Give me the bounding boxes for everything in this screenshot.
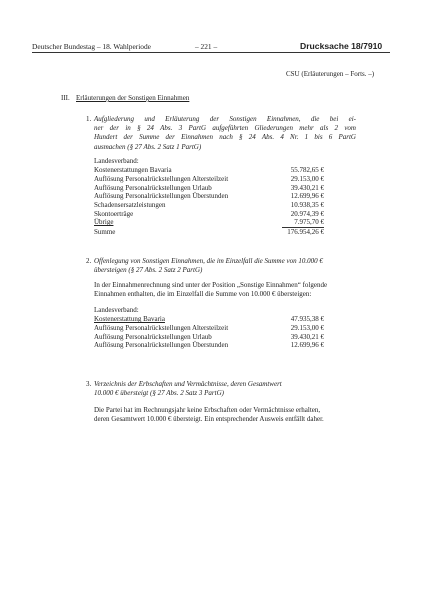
row-value: 12.699,96 €: [290, 341, 324, 350]
item2-table: [94, 315, 324, 350]
table-row: [94, 341, 324, 350]
row-value: 12.699,96 €: [290, 192, 324, 201]
row-label: Auflösung Personalrückstellungen Urlaub: [94, 183, 212, 192]
row-label: Kostenerstattung Bavaria: [94, 315, 165, 324]
item3-body-line: Die Partei hat im Rechnungsjahr keine Erbschaften oder Vermächtnisse erhalten,: [94, 406, 321, 414]
table-row: [94, 184, 324, 193]
drucksache-number: 7910: [363, 41, 383, 51]
row-label: Auflösung Personalrückstellungen Überstunden: [94, 192, 229, 201]
section-number: III.: [61, 94, 70, 102]
table-row: [94, 210, 324, 219]
row-value: 20.974,39 €: [290, 209, 324, 218]
item1-table-block: [94, 157, 324, 237]
item1-heading: [94, 115, 356, 152]
table-row: [94, 315, 324, 324]
item2-table-block: [94, 306, 324, 350]
item3-heading-line: 10.000 € übersteigt (§ 27 Abs. 2 Satz 3 PartG): [94, 389, 224, 398]
item2-heading-line: Offenlegung von Sonstigen Einnahmen, die im Einzelfall die Summe von 10.000 €: [94, 257, 323, 265]
row-label: Auflösung Personalrückstellungen Urlaub: [94, 332, 212, 341]
item3-number: 3.: [86, 380, 92, 388]
table-row: [94, 192, 324, 201]
row-value: 29.153,00 €: [290, 174, 324, 183]
table-row: [94, 201, 324, 210]
item3-body-line: deren Gesamtwert 10.000 € übersteigt. Ein entsprechender Ausweis entfällt daher.: [94, 415, 324, 424]
table-row: [94, 333, 324, 342]
table-row: [94, 166, 324, 175]
sum-row: [94, 228, 324, 237]
item2-number: 2.: [86, 257, 92, 265]
row-value: 7.975,70 €: [282, 218, 324, 227]
item1-table: [94, 166, 324, 237]
item2-intro-line: Einnahmen enthalten, die im Einzelfall die Summe von 10.000 € übersteigen:: [94, 290, 312, 299]
row-value: 39.430,21 €: [290, 183, 324, 192]
continuation-note: CSU (Erläuterungen – Forts. –): [286, 70, 375, 78]
item2-intro: [94, 281, 362, 299]
table-row: [94, 175, 324, 184]
item3-heading-line: Verzeichnis der Erbschaften und Vermächtnisse, deren Gesamtwert: [94, 380, 282, 388]
table-row: [94, 218, 324, 227]
row-value: 10.938,35 €: [290, 201, 324, 210]
row-label: Übrige: [94, 218, 114, 227]
item2-heading-line: übersteigen (§ 27 Abs. 2 Satz 2 PartG): [94, 266, 203, 275]
item1-heading-line: Aufgliederung und Erläuterung der Sonstigen Einnahmen, die bei ei-: [94, 115, 356, 123]
sum-value: 176.954,26 €: [287, 228, 324, 237]
item1-number: 1.: [86, 115, 92, 123]
item3-body: [94, 406, 368, 424]
item2-group-label: Landesverband:: [94, 306, 139, 314]
header-drucksache: [300, 41, 382, 51]
sum-label: Summe: [94, 227, 116, 236]
item1-group-label: Landesverband:: [94, 157, 139, 165]
header-rule: [32, 52, 390, 53]
row-value: 39.430,21 €: [290, 332, 324, 341]
item1-heading-line: ner der in § 24 Abs. 3 PartG aufgeführten Gliederungen mehr als 2 vom: [94, 124, 356, 133]
item1-heading-line: Hundert der Summe der Einnahmen nach § 24 Abs. 4 Nr. 1 bis 6 PartG: [94, 133, 356, 142]
item3-heading: [94, 380, 362, 398]
header-left: Deutscher Bundestag – 18. Wahlperiode: [32, 42, 151, 51]
row-label: Auflösung Personalrückstellungen Altersteilzeit: [94, 174, 229, 183]
section-title: Erläuterungen der Sonstigen Einnahmen: [76, 94, 190, 102]
row-value: 29.153,00 €: [290, 323, 324, 332]
drucksache-label: Drucksache 18/: [300, 41, 364, 51]
row-label: Kostenerstattungen Bavaria: [94, 166, 172, 175]
row-label: Auflösung Personalrückstellungen Altersteilzeit: [94, 323, 229, 332]
header-page-number: – 221 –: [195, 42, 218, 51]
item2-heading: [94, 257, 362, 275]
row-value: 47.935,38 €: [290, 315, 324, 324]
item1-heading-line: ausmachen (§ 27 Abs. 2 Satz 1 PartG): [94, 142, 202, 151]
table-row: [94, 324, 324, 333]
row-label: Schadensersatzleistungen: [94, 201, 166, 210]
item2-intro-line: In der Einnahmenrechnung sind unter der Position „Sonstige Einnahmen“ folgende: [94, 281, 328, 289]
row-label: Skontoerträge: [94, 209, 134, 218]
row-value: 55.782,65 €: [290, 166, 324, 175]
row-label: Auflösung Personalrückstellungen Überstunden: [94, 341, 229, 350]
